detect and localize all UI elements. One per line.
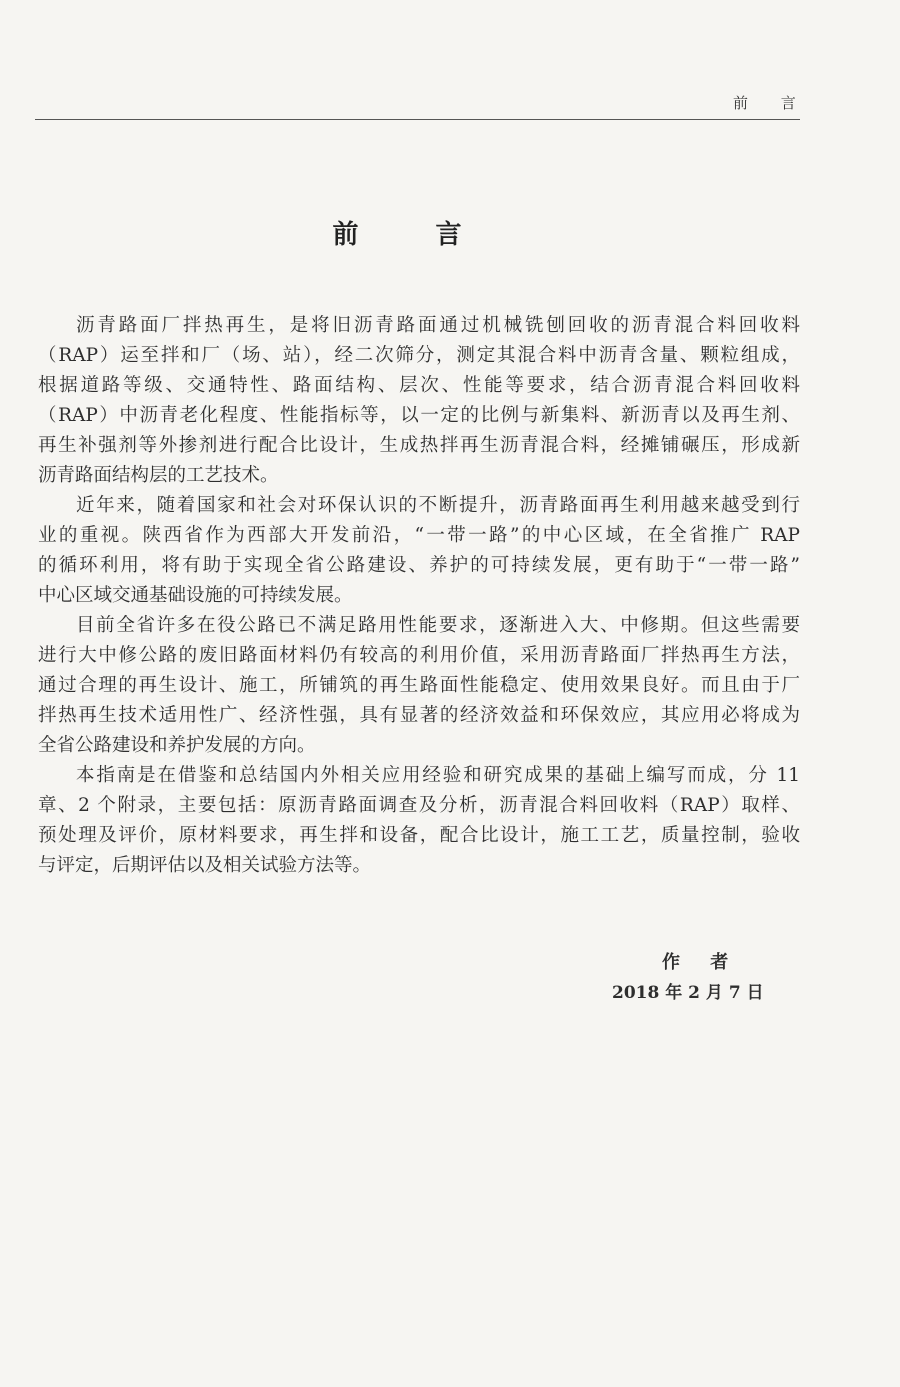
text-line: （RAP）中沥青老化程度、性能指标等，以一定的比例与新集料、新沥青以及再生剂、: [38, 405, 800, 426]
signature-date: 2018 年 2 月 7 日: [612, 983, 764, 1003]
text-line: 近年来，随着国家和社会对环保认识的不断提升，沥青路面再生利用越来越受到行: [76, 495, 800, 516]
text-line: 沥青路面厂拌热再生，是将旧沥青路面通过机械铣刨回收的沥青混合料回收料: [76, 315, 800, 336]
text-line: 全省公路建设和养护发展的方向。: [38, 735, 316, 756]
text-line: 目前全省许多在役公路已不满足路用性能要求，逐渐进入大、中修期。但这些需要: [76, 615, 800, 636]
text-line: 本指南是在借鉴和总结国内外相关应用经验和研究成果的基础上编写而成，分 11: [76, 765, 800, 786]
text-line: 的循环利用，将有助于实现全省公路建设、养护的可持续发展，更有助于“一带一路”: [38, 555, 800, 576]
text-line: 预处理及评价，原材料要求，再生拌和设备，配合比设计，施工工艺，质量控制，验收: [38, 825, 800, 846]
text-line: 进行大中修公路的废旧路面材料仍有较高的利用价值，采用沥青路面厂拌热再生方法，: [38, 645, 800, 666]
text-line: 根据道路等级、交通特性、路面结构、层次、性能等要求，结合沥青混合料回收料: [38, 375, 800, 396]
text-line: 通过合理的再生设计、施工，所铺筑的再生路面性能稳定、使用效果良好。而且由于厂: [38, 675, 800, 696]
text-line: 拌热再生技术适用性广、经济性强，具有显著的经济效益和环保效应，其应用必将成为: [38, 705, 800, 726]
page-title: 前 言: [332, 220, 496, 250]
paragraph: [38, 311, 800, 491]
preface-body: [38, 311, 800, 881]
author-signature: 作 者: [662, 952, 741, 973]
paragraph: [38, 761, 800, 881]
running-head: 前 言: [733, 94, 810, 112]
header-rule: [35, 119, 800, 120]
text-line: 章、2 个附录，主要包括：原沥青路面调查及分析，沥青混合料回收料（RAP）取样、: [38, 795, 800, 816]
paragraph: [38, 611, 800, 761]
text-line: （RAP）运至拌和厂（场、站），经二次筛分，测定其混合料中沥青含量、颗粒组成，: [38, 345, 800, 366]
text-line: 沥青路面结构层的工艺技术。: [38, 465, 279, 486]
text-line: 与评定，后期评估以及相关试验方法等。: [38, 855, 372, 876]
paragraph: [38, 491, 800, 611]
text-line: 业的重视。陕西省作为西部大开发前沿，“一带一路”的中心区域，在全省推广 RAP: [38, 525, 800, 546]
text-line: 中心区域交通基础设施的可持续发展。: [38, 585, 353, 606]
text-line: 再生补强剂等外掺剂进行配合比设计，生成热拌再生沥青混合料，经摊铺碾压，形成新: [38, 435, 800, 456]
